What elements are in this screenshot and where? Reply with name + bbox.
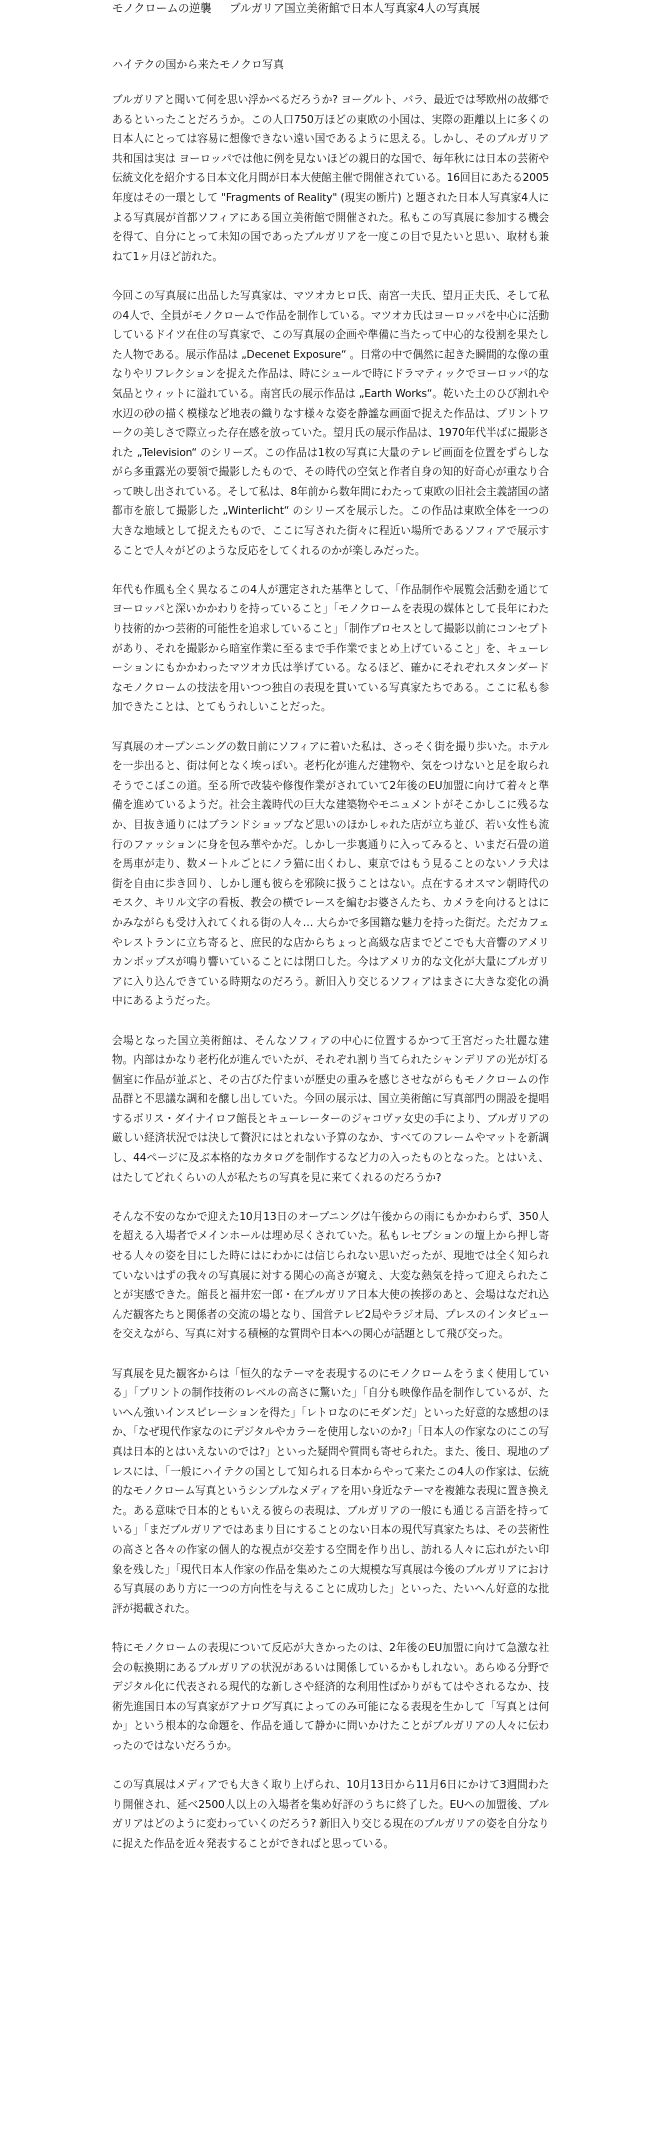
article-body <box>112 91 549 1854</box>
article-paragraph: この写真展はメディアでも大きく取り上げられ、10月13日から11月6日にかけて3週間わたり開催され、延べ2500人以上の入場者を集め好評のうちに終了した。EUへの加盟後、ブルガリアはどのように変わっていくのだろう? 新旧入り交じる現在のブルガリアの姿を自分なりに捉えた作品を近々発表することができればと思っている。 <box>112 1779 549 1850</box>
page-header <box>112 1 549 17</box>
article-paragraph: 写真展を見た観客からは「恒久的なテーマを表現するのにモノクロームをうまく使用している」「プリントの制作技術のレベルの高さに驚いた」「自分も映像作品を制作しているが、たいへん強いインスピレーションを得た」「レトロなのにモダンだ」といった好意的な感想のほか、「なぜ現代作家なのにデジタルやカラーを使用しないのか?」「日本人の作家なのにこの写真は日本的とはいえないのでは?」といった疑問や質問も寄せられた。また、後日、現地のプレスには、「一般にハイテクの国として知られる日本からやって来たこの4人の作家は、伝統的なモノクローム写真というシンプルなメディアを用い身近なテーマを複雑な表現に置き換えた。ある意味で日本的ともいえる彼らの表現は、ブルガリアの一般にも通じる言語を持っている」「まだブルガリアではあまり目にすることのない日本の現代写真家たちは、その芸術性の高さと各々の作家の個人的な視点が交差する空間を作り出し、訪れる人々に忘れがたい印象を残した」「現代日本人作家の作品を集めたこの大規模な写真展は今後のブルガリアにおける写真展のあり方に一つの方向性を与えることに成功した」といった、たいへん好意的な批評が掲載された。 <box>112 1367 549 1615</box>
article-paragraph: 今回この写真展に出品した写真家は、マツオカヒロ氏、南宮一夫氏、望月正夫氏、そして私の4人で、全員がモノクロームで作品を制作している。マツオカ氏はヨーロッパを中心に活動しているドイツ在住の写真家で、この写真展の企画や準備に当たって中心的な役割を果たした人物である。展示作品は „Decenet Exposure“ 。日常の中で偶然に起きた瞬間的な像の重なりやリフレクションを捉えた作品は、時にシュールで時にドラマティックでヨーロッパ的な気品とウィットに溢れている。南宮氏の展示作品は „Earth Works“。乾いた土のひび割れや水辺の砂の描く模様など地表の織りなす様々な姿を静謐な画面で捉えた作品は、プリントワークの美しさで際立った存在感を放っていた。望月氏の展示作品は、1970年代半ばに撮影された „Television“ のシリーズ。この作品は1枚の写真に大量のテレビ画面を位置をずらしながら多重露光の要領で撮影したもので、その時代の空気と作者自身の知的好奇心が重なり合って映し出されている。そして私は、8年前から数年間にわたって東欧の旧社会主義諸国の諸都市を旅して撮影した „Winterlicht“ のシリーズを展示した。この作品は東欧全体を一つの大きな地域として捉えたもので、ここに写された街々に程近い場所であるソフィアで展示することで人々がどのような反応をしてくれるのかが楽しみだった。 <box>112 289 549 557</box>
article-paragraph: そんな不安のなかで迎えた10月13日のオープニングは午後からの雨にもかかわらず、350人を超える入場者でメインホールは埋め尽くされていた。私もレセプションの壇上から押し寄せる人々の姿を目にした時にはにわかには信じられない思いだったが、現地では全く知られていないはずの我々の写真展に対する関心の高さが窺え、大変な熱気を持って迎えられたことが実感できた。館長と福井宏一郎・在ブルガリア日本大使の挨拶のあと、会場はなだれ込んだ観客たちと関係者の交流の場となり、国営テレビ2局やラジオ局、プレスのインタビューを交えながら、写真に対する積極的な質問や日本への関心が話題として飛び交った。 <box>112 1210 549 1341</box>
section-title: ハイテクの国から来たモノクロ写真 <box>112 58 284 71</box>
page <box>0 1 661 2130</box>
header-subtitle: ブルガリア国立美術館で日本人写真家4人の写真展 <box>229 2 480 15</box>
article-paragraph: 会場となった国立美術館は、そんなソフィアの中心に位置するかつて王宮だった壮麗な建物。内部はかなり老朽化が進んでいたが、それぞれ割り当てられたシャンデリアの光が灯る個室に作品が並ぶと、その古びた佇まいが歴史の重みを感じさせながらもモノクロームの作品群と不思議な調和を醸し出していた。今回の展示は、国立美術館に写真部門の開設を提唱するボリス・ダイナイロフ館長とキューレーターのジャコヴァ女史の手により、ブルガリアの厳しい経済状況では決して贅沢にはとれない予算のなか、すべてのフレームやマットを新調し、44ページに及ぶ本格的なカタログを制作するなど力の入ったものとなった。とはいえ、はたしてどれくらいの人が私たちの写真を見に来てくれるのだろうか? <box>112 1034 549 1184</box>
article-paragraph: 特にモノクロームの表現について反応が大きかったのは、2年後のEU加盟に向けて急激な社会の転換期にあるブルガリアの状況があるいは関係しているかもしれない。あらゆる分野でデジタル化に代表される現代的な新しさや経済的な利用性ばかりがもてはやされるなか、技術先進国日本の写真家がアナログ写真によってのみ可能になる表現を生かして「写真とは何か」という根本的な命題を、作品を通して静かに問いかけたことがブルガリアの人々に伝わったのではないだろうか。 <box>112 1641 549 1752</box>
article-paragraph: ブルガリアと聞いて何を思い浮かべるだろうか? ヨーグルト、バラ、最近では琴欧州の故郷であるといったことだろうか。この人口750万ほどの東欧の小国は、実際の距離以上に多くの日本人にとっては容易に想像できない遠い国であるように思える。しかし、そのブルガリア共和国は実は ヨーロッパでは他に例を見ないほどの親日的な国で、毎年秋には日本の芸術や伝統文化を紹介する日本文化月間が日本大使館主催で開催されている。16回目にあたる2005年度はその一環として "Fragments of Reality" (現実の断片) と題された日本人写真家4人による写真展が首都ソフィアにある国立美術館で開催された。私もこの写真展に参加する機会を得て、自分にとって未知の国であったブルガリアを一度この目で見たいと思い、取材も兼ねて1ヶ月ほど訪れた。 <box>112 94 549 263</box>
article-paragraph: 年代も作風も全く異なるこの4人が選定された基準として、「作品制作や展覧会活動を通じてヨーロッパと深いかかわりを持っていること」「モノクロームを表現の媒体として長年にわたり技術的かつ芸術的可能性を追求していること」「制作プロセスとして撮影以前にコンセプトがあり、それを撮影から暗室作業に至るまで手作業でまとめ上げていること」を、キューレーションにもかかわったマツオカ氏は挙げている。なるほど、確かにそれぞれスタンダードなモノクロームの技法を用いつつ独自の表現を貫いている写真家たちである。ここに私も参加できたことは、とてもうれしいことだった。 <box>112 583 549 714</box>
article-paragraph: 写真展のオープンニングの数日前にソフィアに着いた私は、さっそく街を撮り歩いた。ホテルを一歩出ると、街は何となく埃っぽい。老朽化が進んだ建物や、気をつけないと足を取られそうでこぼこの道。至る所で改装や修復作業がされていて2年後のEU加盟に向けて着々と準備を進めているようだ。社会主義時代の巨大な建築物やモニュメントがそこかしこに残るなか、目抜き通りにはブランドショップなど思いのほかしゃれた店が立ち並び、若い女性も流行のファッションに身を包み華やかだ。しかし一歩裏通りに入ってみると、いまだ石畳の道を馬車が走り、数メートルごとにノラ猫に出くわし、東京ではもう見ることのないノラ犬は街を自由に歩き回り、しかし運も彼らを邪険に扱うことはない。点在するオスマン朝時代のモスク、キリル文字の看板、教会の横でレースを編むお婆さんたち、カメラを向けるとはにかみながらも受け入れてくれる街の人々… 大らかで多国籍な魅力を持った街だ。ただカフェやレストランに立ち寄ると、庶民的な店からちょっと高級な店までどこでも大音響のアメリカンポップスが鳴り響いていることには閉口した。今はアメリカ的な文化が大量にブルガリアに入り込んできている時期なのだろう。新旧入り交じるソフィアはまさに大きな変化の渦中にあるようだった。 <box>112 740 549 1008</box>
header-title: モノクロームの逆襲 <box>112 2 212 15</box>
